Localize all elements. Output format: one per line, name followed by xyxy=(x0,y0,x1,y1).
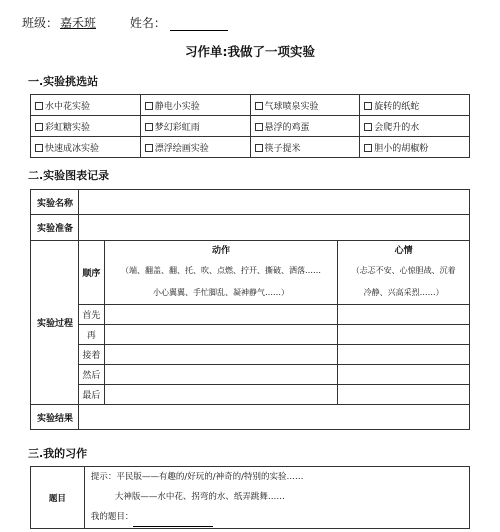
option-label: 静电小实验 xyxy=(154,101,200,112)
checkbox[interactable] xyxy=(145,102,153,110)
table-row xyxy=(31,385,470,405)
option-cell[interactable] xyxy=(360,95,470,116)
experiment-prep-field[interactable] xyxy=(78,215,469,241)
checkbox[interactable] xyxy=(35,123,43,131)
option-label: 漂浮绘画实验 xyxy=(154,143,209,154)
order-header: 顺序 xyxy=(78,241,104,305)
student-info xyxy=(22,14,228,31)
mood-hint-line: 冷静、兴高采烈……） xyxy=(363,288,444,297)
step-label: 然后 xyxy=(78,365,104,385)
table-row xyxy=(31,241,470,305)
table-row xyxy=(31,345,470,365)
option-label: 快速成冰实验 xyxy=(45,143,100,154)
option-cell[interactable] xyxy=(250,116,360,137)
option-cell[interactable] xyxy=(140,116,250,137)
class-label: 班级： xyxy=(22,16,59,30)
topic-hint-line: 大神版——水中花、拐弯的水、纸弄跳舞…… xyxy=(114,492,285,502)
action-field[interactable] xyxy=(104,345,337,365)
checkbox[interactable] xyxy=(35,144,43,152)
option-cell[interactable] xyxy=(360,137,470,158)
experiment-name-label: 实验名称 xyxy=(31,190,79,215)
name-field[interactable] xyxy=(170,18,228,31)
table-row xyxy=(31,116,470,137)
topic-cell xyxy=(84,467,469,529)
experiment-options-table xyxy=(30,94,470,158)
option-cell[interactable] xyxy=(140,95,250,116)
action-field[interactable] xyxy=(104,385,337,405)
worksheet-title: 习作单:我做了一项实验 xyxy=(185,44,315,59)
option-label: 悬浮的鸡蛋 xyxy=(264,122,310,133)
table-row xyxy=(31,305,470,325)
option-cell[interactable] xyxy=(31,95,141,116)
step-label: 接着 xyxy=(78,345,104,365)
action-title: 动作 xyxy=(212,246,231,256)
action-hint-line: （端、翻盖、翻、托、吹、点燃、拧开、撕破、洒落…… xyxy=(121,266,322,275)
action-hint xyxy=(105,260,337,304)
checkbox[interactable] xyxy=(255,102,263,110)
table-row xyxy=(31,95,470,116)
option-label: 旋转的纸蛇 xyxy=(374,101,420,112)
my-topic-field[interactable] xyxy=(133,517,213,527)
experiment-record-table xyxy=(30,189,470,430)
option-cell[interactable] xyxy=(31,137,141,158)
mood-field[interactable] xyxy=(338,325,470,345)
table-row xyxy=(31,405,470,430)
table-row xyxy=(31,365,470,385)
writing-table xyxy=(30,466,470,529)
mood-field[interactable] xyxy=(338,305,470,325)
action-field[interactable] xyxy=(104,325,337,345)
table-row xyxy=(31,215,470,241)
name-label: 姓名： xyxy=(129,16,166,30)
action-field[interactable] xyxy=(104,305,337,325)
mood-hint-line: （忐忑不安、心惊胆战、沉着 xyxy=(351,266,456,275)
table-row xyxy=(31,137,470,158)
section3-heading: 三.我的习作 xyxy=(28,447,88,460)
checkbox[interactable] xyxy=(145,144,153,152)
class-value: 嘉禾班 xyxy=(60,16,97,30)
checkbox[interactable] xyxy=(35,102,43,110)
checkbox[interactable] xyxy=(364,144,372,152)
option-label: 气球喷泉实验 xyxy=(264,101,319,112)
option-label: 筷子提米 xyxy=(264,143,301,154)
topic-label: 题目 xyxy=(31,467,85,529)
option-label: 彩虹糖实验 xyxy=(45,122,91,133)
action-field[interactable] xyxy=(104,365,337,385)
checkbox[interactable] xyxy=(255,144,263,152)
mood-field[interactable] xyxy=(338,385,470,405)
option-cell[interactable] xyxy=(360,116,470,137)
my-topic-label: 我的题目： xyxy=(90,512,134,522)
option-cell[interactable] xyxy=(250,137,360,158)
checkbox[interactable] xyxy=(364,123,372,131)
option-label: 胆小的胡椒粉 xyxy=(374,143,429,154)
experiment-process-label: 实验过程 xyxy=(31,241,79,405)
experiment-result-field[interactable] xyxy=(78,405,469,430)
mood-field[interactable] xyxy=(338,345,470,365)
experiment-result-label: 实验结果 xyxy=(31,405,79,430)
my-topic-row xyxy=(91,507,469,527)
table-row xyxy=(31,467,470,529)
checkbox[interactable] xyxy=(255,123,263,131)
action-hint-line: 小心翼翼、手忙脚乱、凝神静气……） xyxy=(153,288,290,297)
checkbox[interactable] xyxy=(364,102,372,110)
topic-hint-line: 提示：平民版——有趣的/好玩的/神奇的/特别的实验…… xyxy=(90,472,304,482)
step-label: 首先 xyxy=(78,305,104,325)
option-label: 梦幻彩虹雨 xyxy=(154,122,200,133)
experiment-prep-label: 实验准备 xyxy=(31,215,79,241)
experiment-name-field[interactable] xyxy=(78,190,469,215)
mood-field[interactable] xyxy=(338,365,470,385)
table-row xyxy=(31,325,470,345)
section1-heading: 一.实验挑选站 xyxy=(28,75,99,88)
step-label: 最后 xyxy=(78,385,104,405)
mood-header xyxy=(338,241,470,305)
section2-heading: 二.实验图表记录 xyxy=(28,169,110,182)
checkbox[interactable] xyxy=(145,123,153,131)
mood-title: 心情 xyxy=(394,246,413,256)
option-cell[interactable] xyxy=(250,95,360,116)
option-label: 会爬升的水 xyxy=(374,122,420,133)
step-label: 再 xyxy=(78,325,104,345)
table-row xyxy=(31,190,470,215)
option-cell[interactable] xyxy=(31,116,141,137)
mood-hint xyxy=(338,260,469,304)
option-cell[interactable] xyxy=(140,137,250,158)
action-header xyxy=(104,241,337,305)
option-label: 水中花实验 xyxy=(45,101,91,112)
